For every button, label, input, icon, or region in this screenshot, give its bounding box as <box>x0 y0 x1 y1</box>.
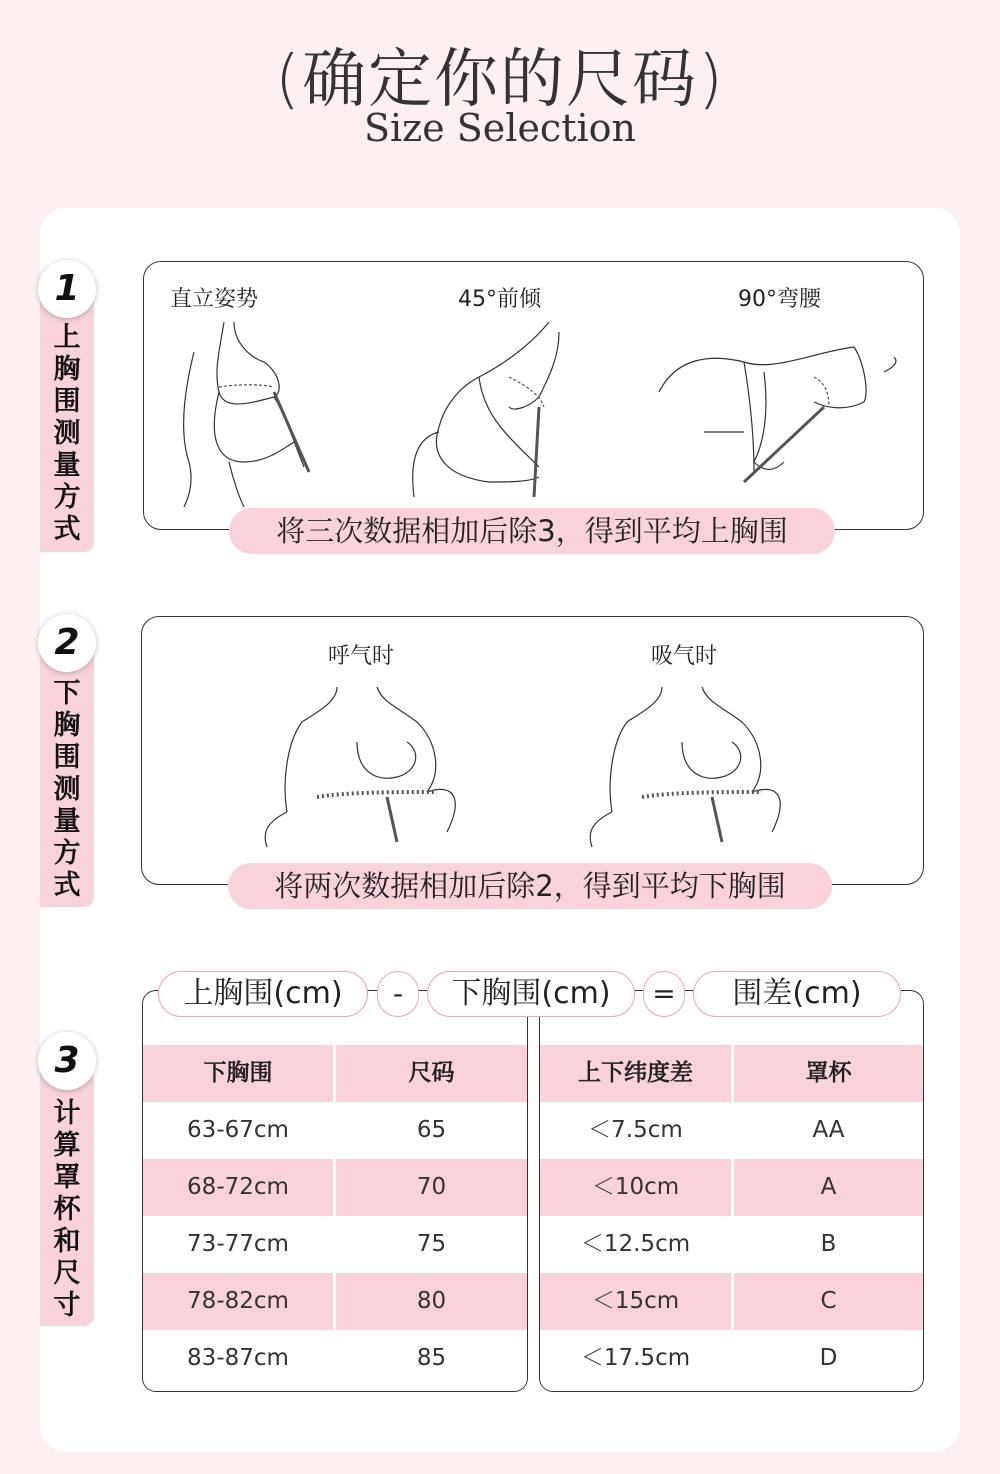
cell-cup: AA <box>812 1117 845 1143</box>
pose-label-exhale: 呼气时 <box>328 644 395 669</box>
upper-bust-panel <box>143 261 924 530</box>
step-3-label: 计 算 罩 杯 和 尺 寸 <box>53 1098 81 1321</box>
header-under-bust: 下胸围 <box>203 1060 273 1086</box>
step-1-number: 1 <box>38 260 96 318</box>
standing-figure-illustration <box>164 312 354 512</box>
inhale-figure-illustration <box>582 682 792 852</box>
cell-under-bust: 73-77cm <box>187 1231 289 1257</box>
column-divider <box>333 1045 336 1335</box>
page-title: (确定你的尺码) <box>275 43 725 117</box>
exhale-figure-illustration <box>257 682 467 852</box>
cell-cup: D <box>819 1345 838 1371</box>
band-size-table <box>142 990 528 1392</box>
step-3-number: 3 <box>38 1032 96 1090</box>
cell-under-bust: 63-67cm <box>187 1117 289 1143</box>
cell-under-bust: 68-72cm <box>187 1174 289 1200</box>
cell-difference: ＜15cm <box>591 1288 680 1314</box>
pose-label-lean-45: 45°前倾 <box>458 287 541 312</box>
cell-size: 75 <box>416 1231 447 1257</box>
page-subtitle: Size Selection <box>364 106 636 150</box>
cell-difference: ＜7.5cm <box>588 1117 683 1143</box>
cell-size: 65 <box>416 1117 447 1143</box>
header-difference: 上下纬度差 <box>578 1060 693 1086</box>
cell-size: 70 <box>416 1174 447 1200</box>
cup-size-table <box>539 990 924 1392</box>
pose-label-standing: 直立姿势 <box>170 287 259 312</box>
under-bust-note: 将两次数据相加后除2，得到平均下胸围 <box>228 863 832 909</box>
step-1-label: 上 胸 围 测 量 方 式 <box>53 322 81 545</box>
table-row <box>540 1330 923 1387</box>
cell-difference: ＜10cm <box>591 1174 680 1200</box>
cell-difference: ＜12.5cm <box>580 1231 691 1257</box>
lean-45-figure-illustration <box>399 317 589 512</box>
cell-difference: ＜17.5cm <box>580 1345 691 1371</box>
header-size: 尺码 <box>408 1060 455 1086</box>
cell-under-bust: 78-82cm <box>187 1288 289 1314</box>
upper-bust-note: 将三次数据相加后除3，得到平均上胸围 <box>229 508 835 554</box>
step-2-label: 下 胸 围 测 量 方 式 <box>53 678 81 901</box>
formula-equals: = <box>643 971 685 1017</box>
cell-cup: B <box>820 1231 837 1257</box>
step-2-number: 2 <box>38 614 96 672</box>
formula-upper-bust: 上胸围(cm) <box>158 971 368 1017</box>
cell-cup: C <box>820 1288 837 1314</box>
bend-90-figure-illustration <box>654 332 904 502</box>
formula-under-bust: 下胸围(cm) <box>427 971 635 1017</box>
pose-label-bend-90: 90°弯腰 <box>738 287 821 312</box>
cell-size: 85 <box>416 1345 447 1371</box>
cell-size: 80 <box>416 1288 447 1314</box>
cell-under-bust: 83-87cm <box>187 1345 289 1371</box>
column-divider <box>731 1045 734 1335</box>
cell-cup: A <box>820 1174 837 1200</box>
under-bust-panel <box>141 616 924 885</box>
formula-minus: - <box>377 971 419 1017</box>
header-cup: 罩杯 <box>805 1060 852 1086</box>
formula-difference: 围差(cm) <box>693 971 901 1017</box>
table-row <box>143 1330 527 1387</box>
pose-label-inhale: 吸气时 <box>651 644 718 669</box>
